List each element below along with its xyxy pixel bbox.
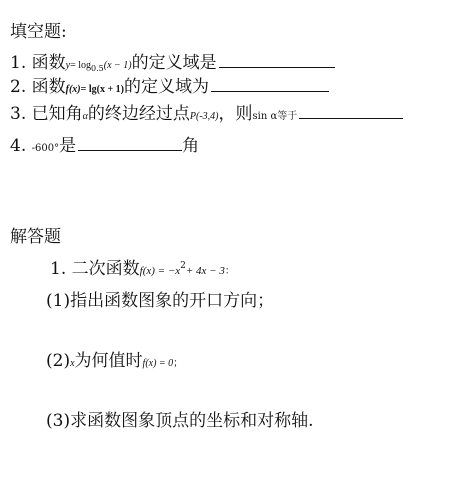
- answer-blank[interactable]: [299, 117, 403, 119]
- answer-heading: 解答题: [10, 227, 61, 247]
- formula-y: y: [65, 60, 71, 71]
- sub-question-1: (1)指出函数图象的开口方向；: [46, 291, 275, 311]
- colon: ：: [224, 266, 235, 277]
- formula-rest: + 4x − 3: [185, 265, 225, 277]
- question-text: 是: [59, 136, 77, 156]
- question-text-then: ，则: [218, 104, 253, 124]
- formula-func: f(x) = −x: [139, 265, 181, 277]
- alpha-symbol: α: [82, 111, 88, 122]
- question-1: [10, 48, 335, 73]
- question-text-end: 的定义域为: [123, 77, 209, 97]
- question-text-end: 等于: [277, 111, 298, 122]
- answer-blank[interactable]: [211, 90, 329, 92]
- answer-blank[interactable]: [219, 66, 335, 68]
- question-text-mid: 的终边经过点: [87, 104, 190, 124]
- question-number: 3.: [10, 104, 27, 124]
- formula-base: 0.5: [91, 64, 104, 73]
- question-text: 函数: [31, 53, 66, 73]
- question-text-end: 角: [182, 136, 200, 156]
- question-text: 为何值时: [74, 351, 143, 371]
- formula-arg: (x − 1): [103, 60, 132, 71]
- question-number: 4.: [10, 136, 27, 156]
- question-number: 1.: [50, 259, 67, 279]
- angle-value: -600°: [31, 143, 60, 154]
- sub-question-3: (3)求函数图象顶点的坐标和对称轴.: [46, 411, 314, 431]
- point-label: P(-3,4): [189, 111, 219, 122]
- formula-rest: = lg(x + 1): [80, 84, 124, 95]
- fill-in-heading: 填空题:: [10, 22, 67, 42]
- answer-blank[interactable]: [78, 149, 182, 151]
- formula-eq: f(x) = 0: [142, 358, 174, 369]
- question-text-end: 的定义域是: [131, 53, 217, 73]
- formula-exponent: 2: [180, 261, 186, 271]
- answer-question-1: [50, 254, 235, 279]
- question-2: [10, 72, 329, 97]
- question-text: 已知角: [31, 104, 83, 124]
- semicolon: ；: [173, 358, 184, 369]
- question-4: [10, 131, 199, 156]
- question-3: [10, 99, 403, 124]
- question-number: 2.: [10, 77, 27, 97]
- question-number: 1.: [10, 53, 27, 73]
- sub-question-2: [46, 346, 183, 371]
- formula-func: f(x): [65, 84, 81, 95]
- variable-x: x: [70, 358, 75, 369]
- question-text: 二次函数: [71, 259, 140, 279]
- question-text: 函数: [31, 77, 66, 97]
- sin-alpha: sin α: [252, 111, 278, 122]
- formula-log: = log: [70, 60, 92, 71]
- sub-question-label: (2): [46, 351, 71, 371]
